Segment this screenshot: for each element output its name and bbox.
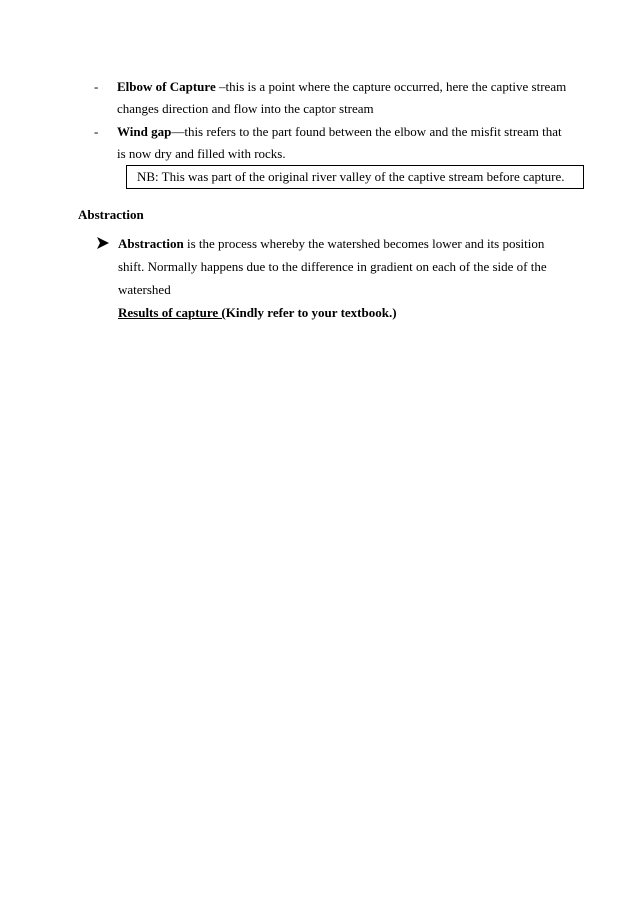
wind-gap-definition: —this refers to the part found between the elbow and the misfit stream that [171, 124, 562, 139]
elbow-of-capture-definition: –this is a point where the capture occurred, here the captive stream [215, 79, 567, 94]
bullet-wind-gap-line-1 [117, 124, 562, 140]
results-of-capture-line [118, 305, 397, 321]
term-elbow-of-capture: Elbow of Capture [117, 79, 216, 94]
abstraction-line-2: shift. Normally happens due to the difference in gradient on each of the side of the [118, 259, 547, 274]
bullet-dash-marker: - [94, 79, 99, 94]
results-of-capture-link[interactable]: Results of capture ( [118, 305, 226, 320]
nb-note-box [126, 165, 584, 189]
section-heading-abstraction: Abstraction [78, 207, 144, 222]
abstraction-definition: is the process whereby the watershed becomes lower and its position [183, 236, 545, 251]
bullet-elbow-of-capture-line-1 [117, 79, 566, 95]
bullet-elbow-of-capture-line-2: changes direction and flow into the captor stream [117, 101, 374, 116]
abstraction-line-1 [118, 236, 544, 252]
bullet-dash-marker: - [94, 124, 99, 139]
arrow-bullet-icon [96, 236, 110, 250]
results-of-capture-note: Kindly refer to your textbook.) [225, 305, 397, 320]
bullet-wind-gap-line-2: is now dry and filled with rocks. [117, 146, 286, 161]
nb-note-text: NB: This was part of the original river valley of the captive stream before capture. [137, 169, 565, 184]
abstraction-line-3: watershed [118, 282, 171, 297]
term-abstraction: Abstraction [118, 236, 184, 251]
term-wind-gap: Wind gap [117, 124, 172, 139]
